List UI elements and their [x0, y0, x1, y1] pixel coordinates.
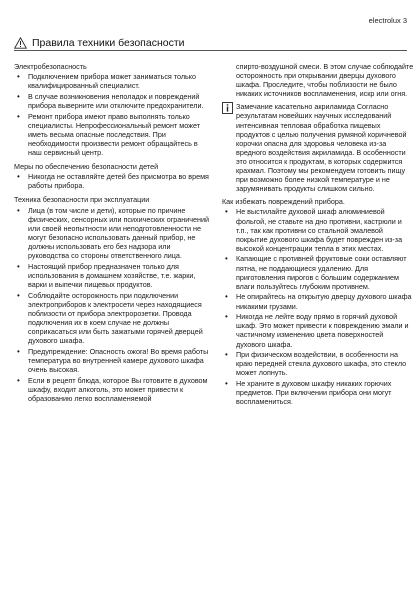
warning-triangle-icon — [14, 37, 27, 49]
list-children — [14, 172, 210, 190]
list-item: • Ремонт прибора имеют право выполнять только специалисты. Непрофессиональный ремонт может иметь весьма опасные последствия. При необходимости произвести ремонт обращайтесь в наш сервисный центр. — [14, 112, 210, 157]
section-title-operation: Техника безопасности при эксплуатации — [14, 195, 150, 205]
section-title-electrical: Электробезопасность — [14, 62, 87, 71]
page-title: Правила техники безопасности — [32, 36, 185, 49]
continued-text: спирто-воздушной смеси. В этом случае соблюдайте осторожность при открывании дверцы духового шкафа. Проследите, чтобы поблизости не было никаких источников воспламенения, искр или огня. — [236, 62, 414, 99]
brand-page-number: electrolux 3 — [368, 16, 407, 25]
info-icon — [222, 102, 233, 114]
list-item: • Подключением прибора может заниматься только квалифицированный специалист. — [14, 72, 210, 90]
left-column — [14, 62, 210, 404]
list-item: • Никогда не оставляйте детей без присмотра во время работы прибора. — [14, 172, 210, 190]
note-text: Замечание касательно акриламида Согласно результатам новейших научных исследований интенсивная тепловая обработка пищевых продуктов с целью получения румяной коричневой корочки опасна для здоровья человека из-за вредного воздействия акриламида. В особенности это относится к продуктам, в которых содержится крахмал. Поэтому мы рекомендуем готовить пищу при возможно более низкой температуре и не зарумянивать продукты слишком сильно. — [236, 102, 407, 194]
section-title-children: Меры по обеспечению безопасности детей — [14, 162, 159, 172]
list-item: • Не выстилайте духовой шкаф алюминиевой фольгой, не ставьте на дно противни, кастрюли и т.п., так как противни со стальной эмалевой покрытие духового шкафа будет поврежден из-за высокой концентрации тепла в этих местах. — [222, 207, 414, 252]
list-item: • В случае возникновения неполадок и повреждений прибора выверните или отключите предохранители. — [14, 92, 210, 110]
section-title-damage: Как избежать повреждений прибора. — [222, 197, 345, 207]
list-item: • Если в рецепт блюда, которое Вы готовите в духовом шкафу, входит алкоголь, это может привести к образованию легко воспламеняемой — [14, 376, 210, 403]
list-item: • Не храните в духовом шкафу никаких горючих предметов. При включении прибора они могут воспламениться. — [222, 379, 414, 406]
list-damage — [222, 207, 414, 406]
list-item: • Не опирайтесь на открытую дверцу духового шкафа никакими грузами. — [222, 292, 414, 310]
list-item: • Предупреждение: Опасность ожога! Во время работы температура во внутренней камере духового шкафа очень высокая. — [14, 347, 210, 374]
list-item: • Лица (в том числе и дети), которые по причине физических, сенсорных или психических ограничений или своей неопытности или неподготовленности не могут безопасно использовать данный прибор, не должны использовать его без надзора или руководства со стороны ответственного лица. — [14, 206, 210, 261]
title-row — [14, 35, 407, 51]
list-item: • Никогда не лейте воду прямо в горячий духовой шкаф. Это может привести к повреждению эмали и частичному изменению цвета поверхностей духового шкафа. — [222, 312, 414, 348]
list-item: • Соблюдайте осторожность при подключении электроприборов к электросети через находящиеся поблизости от прибора электророзетки. Провода подключения их в коем случае не должны соприкасаться или быть зажатыми горячей дверцей духового шкафа. — [14, 291, 210, 346]
acrylamide-note — [222, 102, 414, 193]
list-operation — [14, 206, 210, 403]
list-item: • Настоящий прибор предназначен только для использования в домашнем хозяйстве, т.е. жарки, варки и выпечки пищевых продуктов. — [14, 262, 210, 289]
list-electrical — [14, 72, 210, 157]
list-item: • Капающие с противней фруктовые соки оставляют пятна, не поддающиеся удалению. Для приготовления пирогов с большим содержанием влаги пользуйтесь глубоким противнем. — [222, 254, 414, 290]
list-item: • При физическом воздействии, в особенности на краю передней стекла духового шкафа, это стекло может лопнуть. — [222, 350, 414, 377]
right-column — [222, 62, 414, 408]
